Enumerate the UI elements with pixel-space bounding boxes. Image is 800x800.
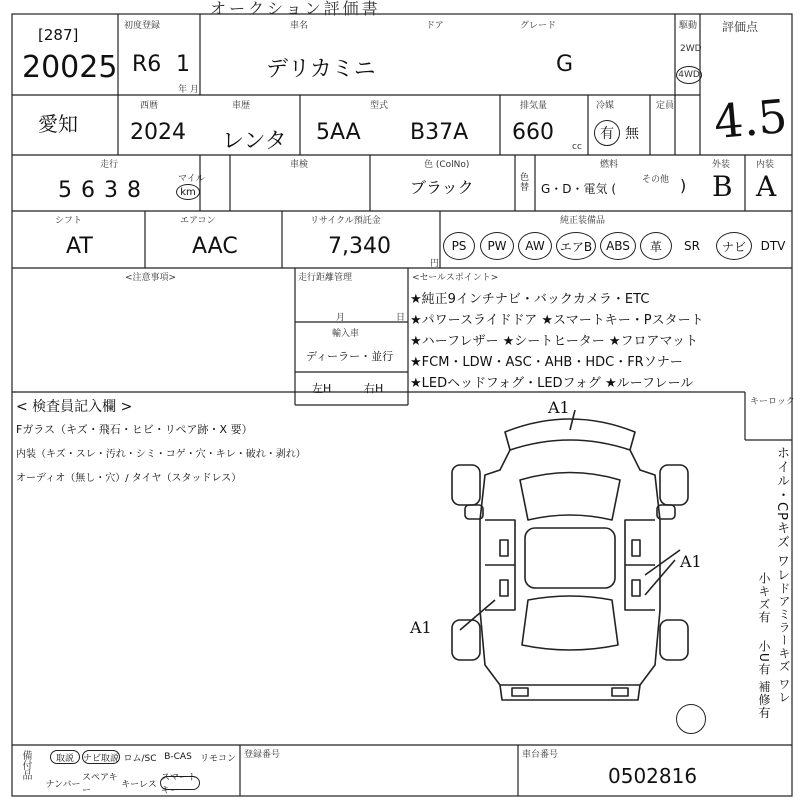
equip-ps: PS (443, 232, 475, 260)
sales-point-3: ★ハーフレザー ★シートヒーター ★フロアマット (410, 334, 699, 349)
acc-plate: ナンバー (45, 779, 81, 790)
acc-smart-key: スマートキー (160, 776, 200, 790)
score-value: 4.5 (711, 88, 790, 150)
reg-month: 1 (176, 52, 190, 77)
fuel-options: G・D・電気 ( (541, 182, 617, 196)
vehicle-use: レンタ (222, 129, 287, 154)
odo-label: 走行距離管理 (298, 273, 353, 283)
equipment-label: 純正装備品 (560, 216, 606, 226)
sales-point-4: ★FCM・LDW・ASC・AHB・HDC・FRソナー (410, 355, 683, 370)
inspector-label: < 検査員記入欄 > (16, 399, 133, 415)
equip-sr: SR (684, 239, 700, 253)
damage-mark-right: A1 (680, 552, 702, 571)
equip-abs: ABS (600, 232, 636, 260)
sales-point-label: <セールスポイント> (412, 273, 499, 283)
vehicle-use-label: 車歴 (232, 101, 251, 111)
region: 愛知 (38, 112, 78, 136)
refrigerant-yes: 有 (594, 120, 620, 146)
sales-point-2: ★パワースライドドア ★スマートキー・Pスタート (410, 313, 704, 328)
chassis-no-label: 車台番号 (522, 750, 559, 760)
mileage-value: 5 6 3 8 (58, 178, 142, 203)
drive-label: 駆動 (679, 21, 698, 31)
aircon-value: AAC (192, 234, 238, 259)
yen-unit: 円 (430, 259, 440, 269)
mileage-label: 走行 (100, 160, 119, 170)
equip-airbag: エアB (556, 232, 596, 260)
right-hand-label: 右H (364, 382, 384, 395)
side-note-mirror: ドアミラーキズ ワレ (777, 582, 791, 704)
car-diagram (440, 410, 700, 710)
equip-aw: AW (518, 232, 552, 260)
shift-value: AT (66, 234, 93, 259)
inspector-note-1: Fガラス（キズ・飛石・ヒビ・リペア跡・X 要） (16, 423, 253, 436)
lot-tag: [287] (38, 26, 79, 44)
first-reg-label: 初度登録 (124, 21, 161, 31)
displacement-label: 排気量 (520, 101, 548, 111)
inspector-note-3: オーディオ（無し・穴）/ タイヤ（スタッドレス） (16, 473, 242, 484)
import-label: 輸入車 (332, 329, 360, 339)
keyless-label: キーロック (750, 397, 795, 407)
sales-point-1: ★純正9インチナビ・バックカメラ・ETC (410, 292, 650, 307)
type-code: B37A (410, 120, 469, 145)
interior-grade: A (756, 170, 777, 203)
exterior-grade: B (712, 170, 733, 203)
fuel-close: ) (680, 176, 687, 195)
equip-navi: ナビ (716, 232, 752, 260)
type-prefix: 5AA (316, 120, 361, 145)
drive-4wd: 4WD (676, 66, 702, 84)
accessories-label: 備付品 (20, 750, 31, 780)
score-label: 評価点 (722, 20, 759, 34)
exterior-label: 外装 (712, 160, 731, 170)
month-label: 月 (336, 313, 346, 323)
notes-label: <注意事項> (125, 273, 177, 283)
document-title: オークション評価書 (210, 0, 381, 18)
aircon-label: 冷媒 (596, 101, 615, 111)
inspection-label: 車検 (290, 160, 309, 170)
displacement: 660 (512, 120, 554, 145)
fuel-label: 燃料 (600, 160, 619, 170)
refrigerant-no: 無 (625, 126, 639, 142)
equip-leather: 革 (640, 232, 672, 260)
model-name: デリカミニ (266, 57, 376, 82)
year-label: 西暦 (140, 101, 159, 111)
model-type-label: 型式 (370, 101, 389, 111)
recolor-label: 色替 (518, 172, 528, 192)
equip-pw: PW (480, 232, 514, 260)
drive-2wd: 2WD (680, 44, 702, 54)
capacity-label: 定員 (656, 101, 675, 111)
sales-point-5: ★LEDヘッドフォグ・LEDフォグ ★ルーフレール (410, 376, 694, 391)
model-name-label: 車名 (290, 21, 309, 31)
mileage-unit-km: km (176, 184, 200, 200)
recycle-label: リサイクル預託金 (310, 216, 381, 226)
reg-year: R6 (132, 52, 162, 77)
acc-remote: リモコン (199, 753, 236, 764)
mileage-unit-mile: マイル (178, 174, 205, 184)
cc-unit: cc (572, 142, 582, 152)
mark-circle (676, 704, 706, 734)
side-note-repair: 小U有 補修有 (757, 640, 771, 720)
lot-number: 20025 (22, 50, 118, 85)
aircon-type-label: エアコン (180, 216, 216, 226)
color-value: ブラック (410, 178, 474, 197)
year-month-label: 年 月 (178, 85, 199, 95)
acc-rom: ロム/SC (123, 753, 157, 764)
damage-mark-front: A1 (548, 398, 570, 417)
acc-manual: 取説 (50, 750, 80, 764)
damage-mark-left: A1 (410, 618, 432, 637)
day-label: 日 (396, 313, 406, 323)
dealer-label: ディーラー・並行 (306, 350, 394, 363)
fuel-other: その他 (642, 175, 670, 185)
grade-value: G (556, 52, 574, 77)
acc-navi-manual: ナビ取説 (82, 750, 120, 764)
acc-spare-key: スペアキー (82, 773, 118, 796)
inspector-note-2: 内装（キズ・スレ・汚れ・シミ・コゲ・穴・キレ・破れ・剥れ） (16, 449, 306, 460)
recycle-value: 7,340 (328, 234, 391, 259)
grade-label: グレード (520, 21, 557, 31)
registration-no-label: 登録番号 (244, 750, 281, 760)
side-note-wheel: ホイル・CPキズ ワレ (774, 446, 789, 583)
shift-label: シフト (55, 216, 83, 226)
acc-bcas: B-CAS (164, 752, 192, 762)
year-value: 2024 (130, 120, 186, 145)
doors-label: ドア (426, 21, 444, 31)
interior-label: 内装 (756, 160, 775, 170)
left-hand-label: 左H (312, 382, 332, 395)
chassis-no: 0502816 (608, 764, 698, 788)
equip-dtv: DTV (760, 239, 786, 253)
side-note-small-scratch: 小キズ有 (757, 572, 771, 624)
color-label: 色 (ColNo) (424, 160, 470, 170)
acc-keyless: キーレス (121, 779, 157, 790)
